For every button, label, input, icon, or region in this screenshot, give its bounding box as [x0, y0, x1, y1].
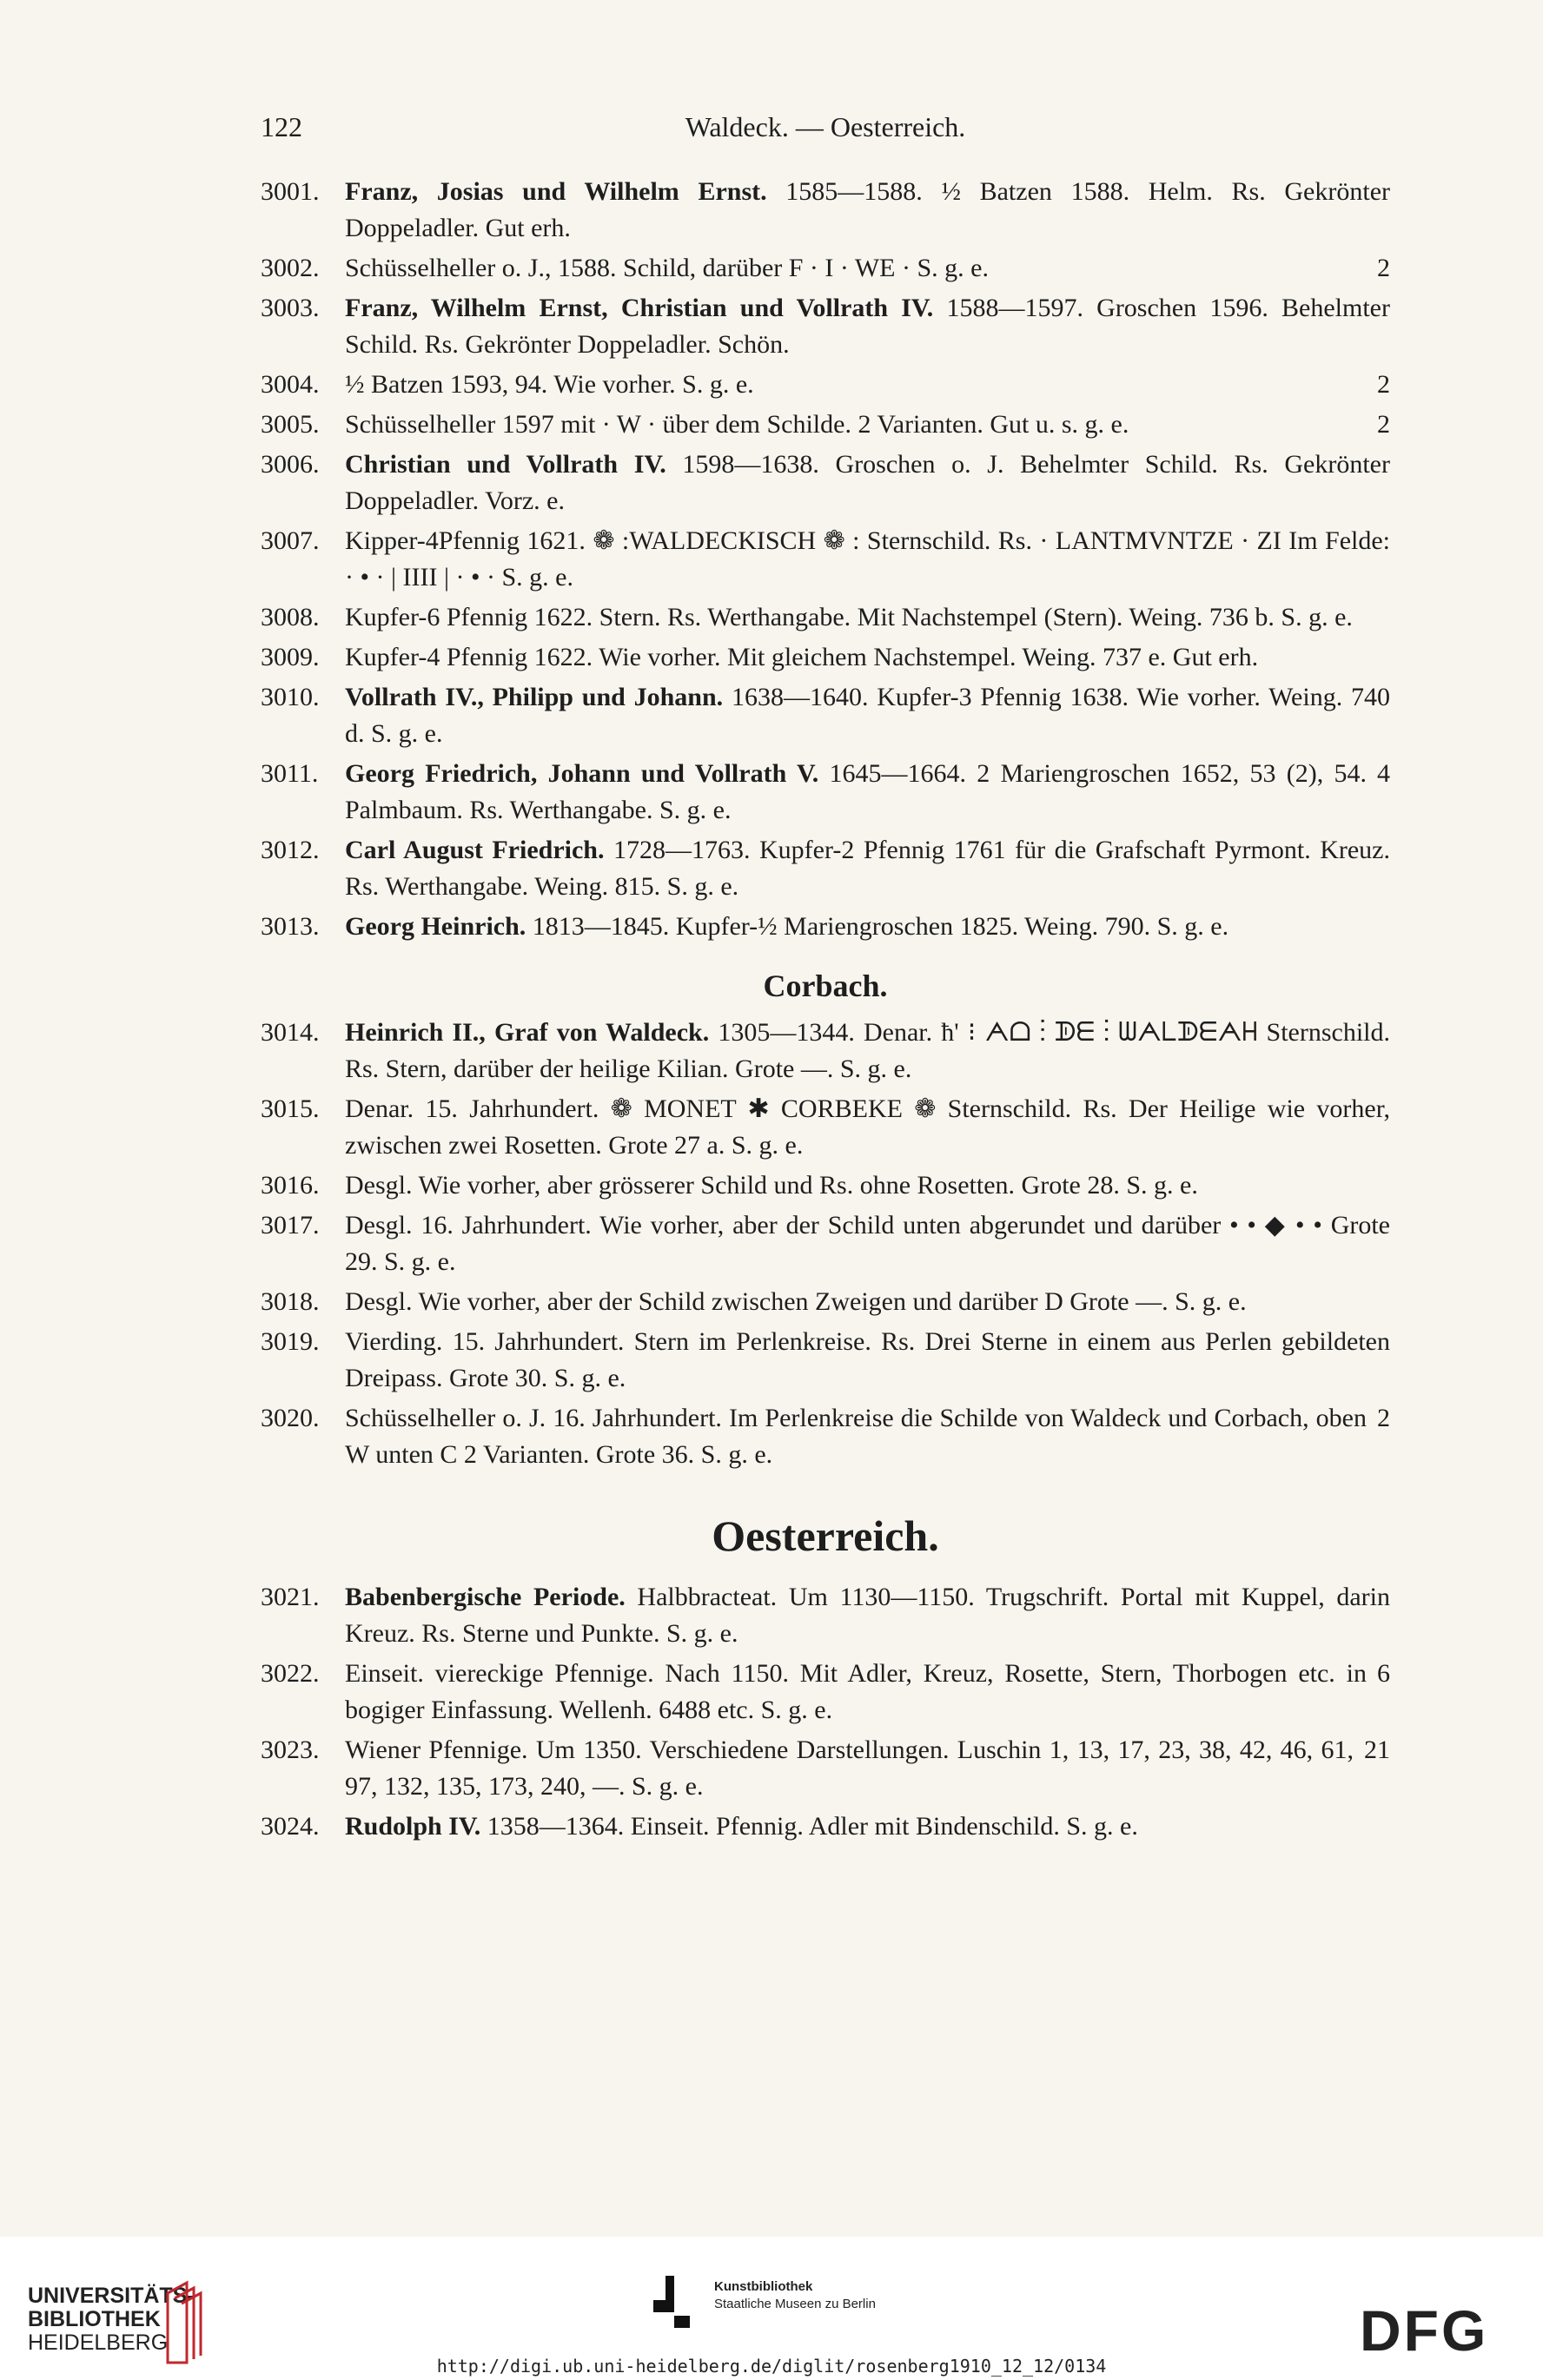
entry-description: 1598—1638. Groschen o. J. Behelmter Schild. Rs. Gekrönter Doppeladler. Vorz. e.: [345, 450, 1390, 515]
entry-description: Wiener Pfennige. Um 1350. Verschiedene Darstellungen. Luschin 1, 13, 17, 23, 38, 42, 46, 61, 97, 132, 135, 173, 240, —. S. g. e.: [345, 1735, 1354, 1801]
entry-ruler-name: Franz, Wilhelm Ernst, Christian und Vollrath IV.: [345, 294, 934, 322]
kunstbibliothek-text: [714, 2278, 876, 2313]
entry-rating: 4: [1377, 759, 1390, 788]
page-number: 122: [261, 111, 302, 142]
page-header: [261, 111, 1390, 146]
entry-description: Desgl. Wie vorher, aber der Schild zwischen Zweigen und darüber D Grote —. S. g. e.: [345, 1287, 1247, 1316]
entry-number: 3013.: [261, 912, 320, 941]
entry-number: 3014.: [261, 1018, 320, 1047]
dfg-logo[interactable]: DFG: [1360, 2298, 1489, 2363]
entry-description: 1588—1597. Groschen 1596. Behelmter Schild. Rs. Gekrönter Doppeladler. Schön.: [345, 294, 1390, 359]
catalog-entry: [261, 407, 1390, 443]
entry-rating: 2: [1377, 1404, 1390, 1432]
entry-description: Schüsselheller 1597 mit · W · über dem Schilde. 2 Varianten. Gut u. s. g. e.: [345, 410, 1129, 439]
entry-ruler-name: Vollrath IV., Philipp und Johann.: [345, 683, 724, 711]
entry-description: Kupfer-6 Pfennig 1622. Stern. Rs. Werthangabe. Mit Nachstempel (Stern). Weing. 736 b. S. g. e.: [345, 603, 1353, 631]
entry-description: Denar. 15. Jahrhundert. ❁ MONET ✱ CORBEKE ❁ Sternschild. Rs. Der Heilige wie vorher, zwischen zwei Rosetten. Grote 27 a. S. g. e.: [345, 1094, 1390, 1160]
entry-number: 3001.: [261, 177, 320, 206]
entry-description: Halbbracteat. Um 1130—1150. Trugschrift. Portal mit Kuppel, darin Kreuz. Rs. Sterne und Punkte. S. g. e.: [345, 1583, 1390, 1648]
entry-number: 3012.: [261, 836, 320, 864]
catalog-entry: [261, 909, 1390, 945]
entry-description: Vierding. 15. Jahrhundert. Stern im Perlenkreise. Rs. Drei Sterne in einem aus Perlen gebildeten Dreipass. Grote 30. S. g. e.: [345, 1327, 1390, 1392]
logo-text-line: BIBLIOTHEK: [28, 2307, 161, 2331]
catalog-entry: [261, 1324, 1390, 1397]
entry-rating: 6: [1377, 1659, 1390, 1688]
entry-number: 3018.: [261, 1287, 320, 1316]
kb-subtitle: Staatliche Museen zu Berlin: [714, 2297, 876, 2311]
entry-ruler-name: Heinrich II., Graf von Waldeck.: [345, 1018, 710, 1047]
running-title: Waldeck. — Oesterreich.: [685, 111, 966, 142]
entry-rating: 2: [1377, 410, 1390, 439]
entry-ruler-name: Babenbergische Periode.: [345, 1583, 626, 1611]
entry-ruler-name: Christian und Vollrath IV.: [345, 450, 666, 479]
entry-ruler-name: Carl August Friedrich.: [345, 836, 605, 864]
catalog-entry: [261, 1400, 1390, 1473]
catalog-entry: [261, 523, 1390, 596]
catalog-list-corbach: [261, 1015, 1390, 1473]
entry-number: 3007.: [261, 526, 320, 555]
entry-description: 1645—1664. 2 Mariengroschen 1652, 53 (2), 54. Palmbaum. Rs. Werthangabe. S. g. e.: [345, 759, 1367, 824]
entry-number: 3016.: [261, 1171, 320, 1200]
entry-description: Desgl. Wie vorher, aber grösserer Schild und Rs. ohne Rosetten. Grote 28. S. g. e.: [345, 1171, 1198, 1200]
logo-text-line: HEIDELBERG: [28, 2330, 169, 2355]
entry-ruler-name: Rudolph IV.: [345, 1812, 481, 1841]
entry-rating: 2: [1377, 370, 1390, 399]
catalog-entry: [261, 1167, 1390, 1204]
entry-number: 3020.: [261, 1404, 320, 1432]
catalog-entry: [261, 1091, 1390, 1164]
entry-description: 1728—1763. Kupfer-2 Pfennig 1761 für die Grafschaft Pyrmont. Kreuz. Rs. Werthangabe. Weing. 815. S. g. e.: [345, 836, 1390, 901]
entry-description: Schüsselheller o. J., 1588. Schild, darüber F · I · WE · S. g. e.: [345, 254, 989, 282]
entry-description: 1638—1640. Kupfer-3 Pfennig 1638. Wie vorher. Weing. 740 d. S. g. e.: [345, 683, 1390, 748]
entry-rating: 21: [1364, 1735, 1390, 1764]
catalog-entry: [261, 367, 1390, 403]
catalog-entry: [261, 290, 1390, 363]
entry-description: Kipper-4Pfennig 1621. ❁ :WALDECKISCH ❁ : Sternschild. Rs. · LANTMVNTZE · ZI Im Felde: · • · | IIII | · • · S. g. e.: [345, 526, 1390, 592]
entry-rating: 2: [1377, 254, 1390, 282]
entry-number: 3019.: [261, 1327, 320, 1356]
catalog-entry: [261, 446, 1390, 519]
catalog-entry: [261, 1284, 1390, 1320]
logo-text-line: UNIVERSITÄTS-: [28, 2284, 195, 2308]
entry-description: Einseit. viereckige Pfennige. Nach 1150. Mit Adler, Kreuz, Rosette, Stern, Thorbogen etc. in bogiger Einfassung. Wellenh. 6488 etc. S. g. e.: [345, 1659, 1367, 1724]
catalog-entry: [261, 679, 1390, 752]
catalog-entry: [261, 1579, 1390, 1652]
entry-ruler-name: Georg Heinrich.: [345, 912, 526, 941]
entry-number: 3024.: [261, 1812, 320, 1841]
entry-number: 3004.: [261, 370, 320, 399]
entry-number: 3005.: [261, 410, 320, 439]
kunstbibliothek-logo-icon: [653, 2276, 690, 2328]
entry-number: 3010.: [261, 683, 320, 711]
catalog-entry: [261, 250, 1390, 287]
section-heading-corbach: Corbach.: [763, 969, 888, 1003]
entry-ruler-name: Franz, Josias und Wilhelm Ernst.: [345, 177, 767, 206]
catalog-content: [261, 174, 1390, 1848]
catalog-entry: [261, 1732, 1390, 1805]
catalog-entry: [261, 756, 1390, 829]
entry-description: 1585—1588. ½ Batzen 1588. Helm. Rs. Gekrönter Doppeladler. Gut erh.: [345, 177, 1390, 242]
entry-number: 3022.: [261, 1659, 320, 1688]
entry-description: 1305—1344. Denar. ħ' ⁝ ᗅᗝ ⁝ ᗫᗴ ⁝ ᗯᗅᒪᗫᗴᗅᕼ Sternschild. Rs. Stern, darüber der heilige Kilian. Grote —. S. g. e.: [345, 1018, 1390, 1083]
catalog-entry: [261, 1808, 1390, 1845]
university-library-mark-icon: [161, 2276, 204, 2367]
permalink-url[interactable]: http://digi.ub.uni-heidelberg.de/diglit/rosenberg1910_12_12/0134: [436, 2356, 1107, 2377]
entry-description: Desgl. 16. Jahrhundert. Wie vorher, aber der Schild unten abgerundet und darüber • • ◆ • • Grote 29. S. g. e.: [345, 1211, 1390, 1276]
entry-description: ½ Batzen 1593, 94. Wie vorher. S. g. e.: [345, 370, 754, 399]
entry-description: Kupfer-4 Pfennig 1622. Wie vorher. Mit gleichem Nachstempel. Weing. 737 e. Gut erh.: [345, 643, 1259, 671]
catalog-entry: [261, 1207, 1390, 1280]
entry-number: 3015.: [261, 1094, 320, 1123]
catalog-list-oesterreich: [261, 1579, 1390, 1845]
entry-number: 3009.: [261, 643, 320, 671]
entry-number: 3003.: [261, 294, 320, 322]
entry-number: 3008.: [261, 603, 320, 631]
entry-number: 3011.: [261, 759, 319, 788]
entry-ruler-name: Georg Friedrich, Johann und Vollrath V.: [345, 759, 819, 788]
entry-description: 1813—1845. Kupfer-½ Mariengroschen 1825. Weing. 790. S. g. e.: [526, 912, 1229, 941]
catalog-list-waldeck: [261, 174, 1390, 945]
entry-number: 3002.: [261, 254, 320, 282]
entry-description: 1358—1364. Einseit. Pfennig. Adler mit Bindenschild. S. g. e.: [480, 1812, 1138, 1841]
kb-name: Kunstbibliothek: [714, 2279, 813, 2294]
entry-number: 3021.: [261, 1583, 320, 1611]
section-heading-oesterreich: Oesterreich.: [712, 1511, 939, 1560]
entry-number: 3023.: [261, 1735, 320, 1764]
entry-description: Schüsselheller o. J. 16. Jahrhundert. Im Perlenkreise die Schilde von Waldeck und Corbach, oben W unten C 2 Varianten. Grote 36. S. g. e.: [345, 1404, 1367, 1469]
catalog-entry: [261, 1015, 1390, 1088]
entry-number: 3006.: [261, 450, 320, 479]
catalog-entry: [261, 639, 1390, 676]
catalog-entry: [261, 1656, 1390, 1729]
entry-number: 3017.: [261, 1211, 320, 1240]
catalog-entry: [261, 832, 1390, 905]
digitization-footer: [0, 2237, 1543, 2380]
catalog-entry: [261, 599, 1390, 636]
catalog-entry: [261, 174, 1390, 247]
